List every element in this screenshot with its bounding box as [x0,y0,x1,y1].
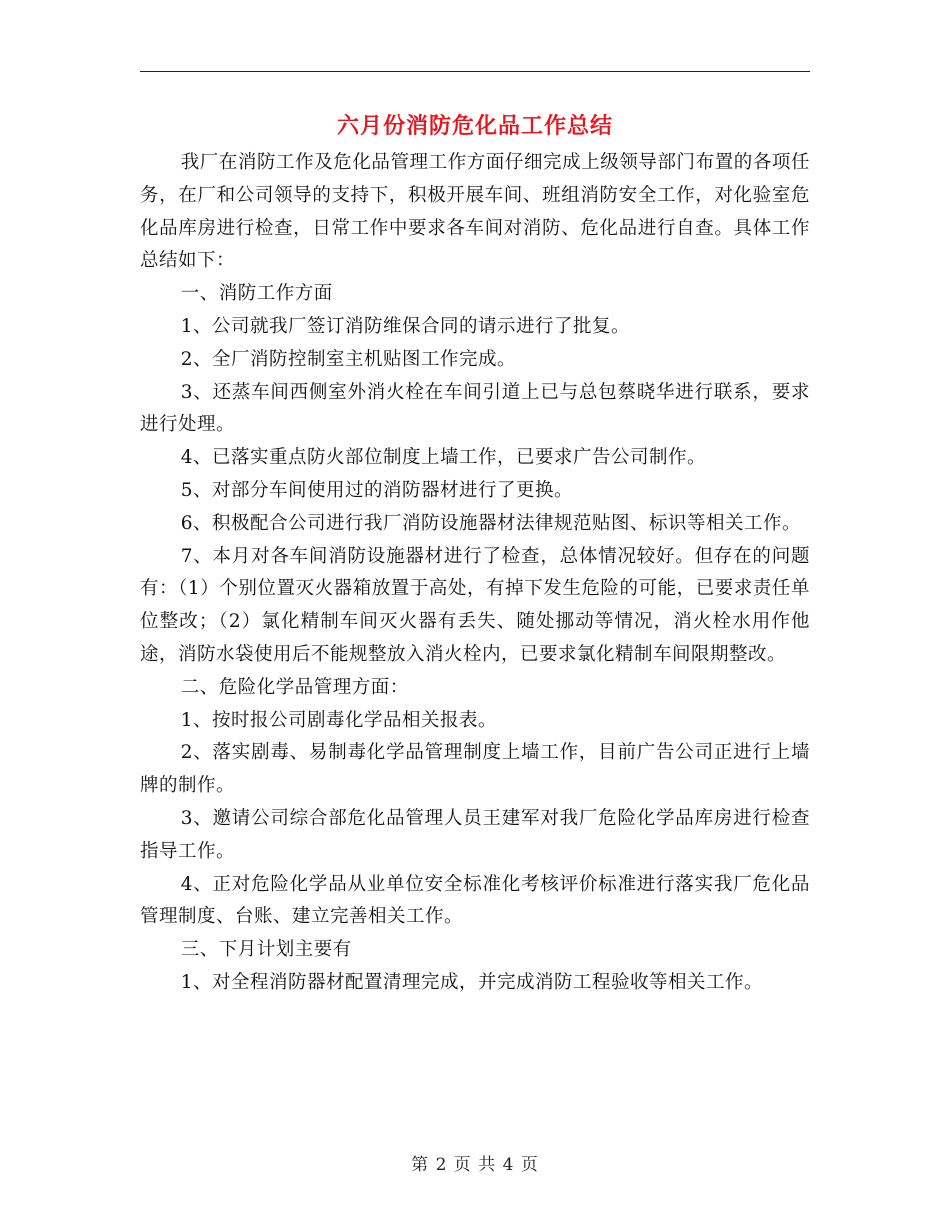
section-heading-fire: 一、消防工作方面 [180,283,333,305]
paragraph-chem-3: 3、邀请公司综合部危化品管理人员王建军对我厂危险化学品库房进行检查指导工作。 [140,807,810,862]
document-body [140,147,810,1000]
paragraph-fire-7: 7、本月对各车间消防设施器材进行了检查，总体情况较好。但存在的问题有：（1）个别位置灭火器箱放置于高处，有掉下发生危险的可能，已要求责任单位整改；（2）氯化精制车间灭火器有丢失、随处挪动等情况，消火栓水用作他途，消防水袋使用后不能规整放入消火栓内，已要求氯化精制车间限期整改。 [140,545,810,665]
paragraph-fire-2: 2、全厂消防控制室主机贴图工作完成。 [180,348,516,370]
section-heading-plan: 三、下月计划主要有 [180,939,352,961]
paragraph-fire-1: 1、公司就我厂签订消防维保合同的请示进行了批复。 [180,315,630,337]
paragraph-fire-3: 3、还蒸车间西侧室外消火栓在车间引道上已与总包蔡晓华进行联系，要求进行处理。 [140,381,810,436]
paragraph-intro: 我厂在消防工作及危化品管理工作方面仔细完成上级领导部门布置的各项任务，在厂和公司领导的支持下，积极开展车间、班组消防安全工作，对化验室危化品库房进行检查，日常工作中要求各车间对消防、危化品进行自查。具体工作总结如下： [140,152,810,272]
paragraph-chem-1: 1、按时报公司剧毒化学品相关报表。 [180,709,497,731]
paragraph-fire-6: 6、积极配合公司进行我厂消防设施器材法律规范贴图、标识等相关工作。 [180,512,801,534]
paragraph-fire-4: 4、已落实重点防火部位制度上墙工作，已要求广告公司制作。 [180,447,706,469]
paragraph-plan-1: 1、对全程消防器材配置清理完成，并完成消防工程验收等相关工作。 [180,971,763,993]
paragraph-chem-2: 2、落实剧毒、易制毒化学品管理制度上墙工作，目前广告公司正进行上墙牌的制作。 [140,742,810,797]
section-heading-chemicals: 二、危险化学品管理方面： [180,676,409,698]
paragraph-fire-5: 5、对部分车间使用过的消防器材进行了更换。 [180,479,573,501]
header-rule [140,71,810,72]
document-title: 六月份消防危化品工作总结 [336,113,613,139]
paragraph-chem-4: 4、正对危险化学品从业单位安全标准化考核评价标准进行落实我厂危化品管理制度、台账、建立完善相关工作。 [140,873,810,928]
page-footer: 第 2 页 共 4 页 [411,1155,539,1175]
